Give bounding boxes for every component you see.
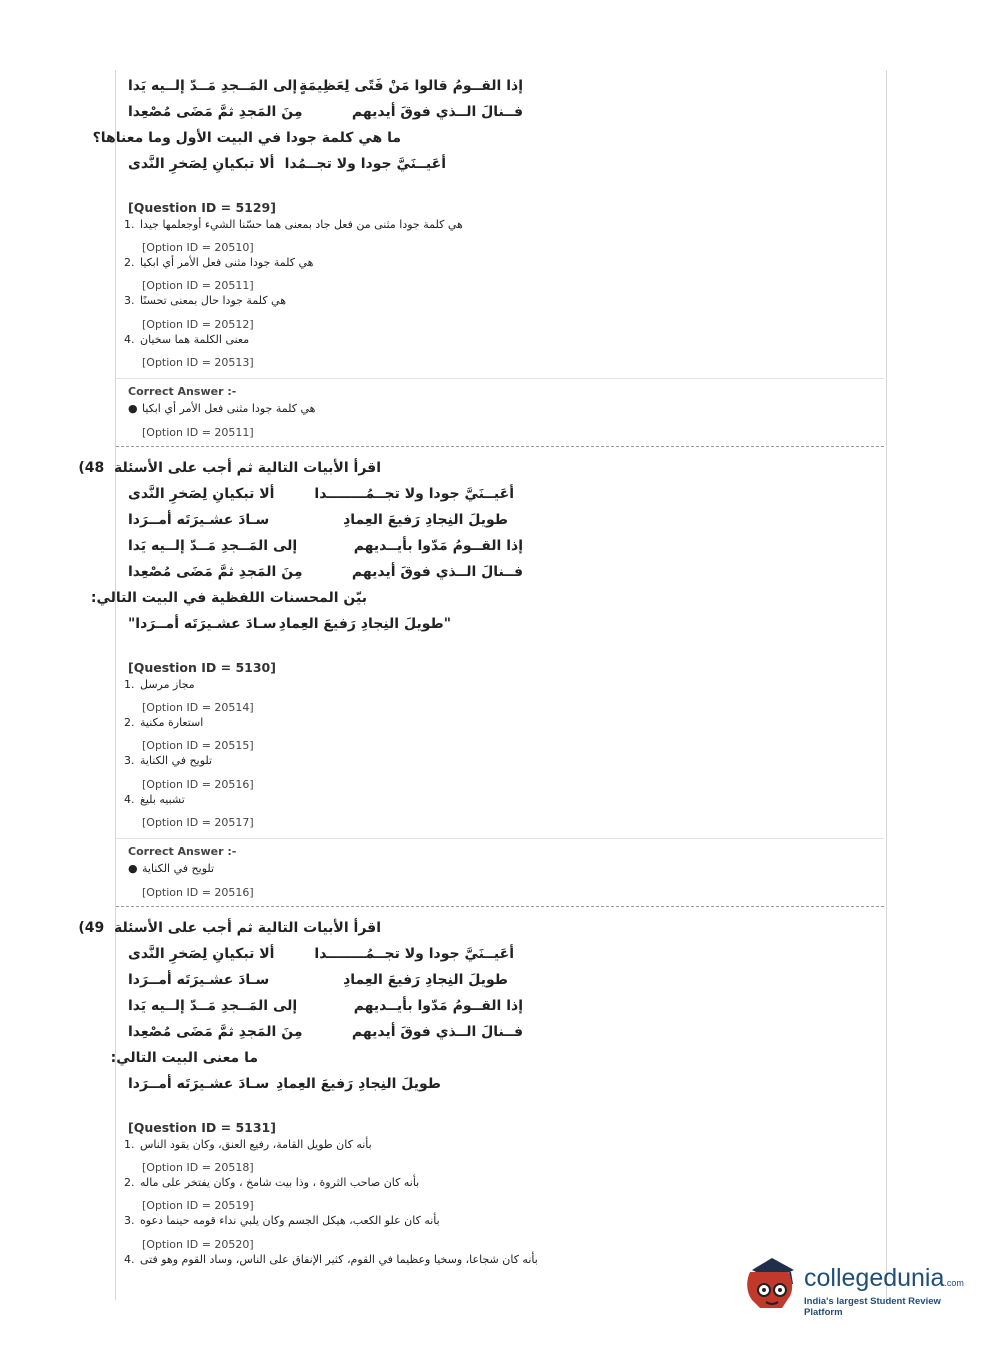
option-id: [Option ID = 20517]: [142, 816, 254, 829]
option-text: بأنه كان طويل القامة، رفيع العنق، وكان يقود الناس: [140, 1138, 372, 1151]
verse-first-hemistich: فــنالَ الــذي فوقَ أيديهم: [351, 564, 523, 580]
option-number: 1.: [124, 218, 135, 231]
question-id: [Question ID = 5131]: [128, 1120, 276, 1135]
question-number: 48): [78, 460, 105, 476]
option-row: [124, 1253, 538, 1266]
bullet-icon: ●: [128, 402, 138, 415]
question-id: [Question ID = 5129]: [128, 200, 276, 215]
verse-line: [128, 512, 508, 534]
verse-first-hemistich: أعَيــنَيَّ جودا ولا تجــمُــــــــدا: [314, 486, 514, 502]
option-row: [124, 218, 463, 231]
option-text: هي كلمة جودا حال بمعنى تحسنًا: [140, 294, 287, 307]
verse-second-hemistich: مِنَ المَجدِ ثمَّ مَضَى مُصْعِدا: [128, 564, 303, 580]
option-id: [Option ID = 20515]: [142, 739, 254, 752]
option-id: [Option ID = 20518]: [142, 1161, 254, 1174]
verse-line: [128, 486, 514, 508]
collegedunia-logo[interactable]: [742, 1250, 972, 1320]
question-text: ما هي كلمة جودا في البيت الأول وما معناها؟: [92, 130, 401, 146]
verse-first-hemistich: إذا القــومُ مَدّوا بأيــديهم: [353, 998, 523, 1014]
logo-domain-suffix: .com: [944, 1278, 964, 1288]
option-number: 4.: [124, 793, 135, 806]
correct-answer-text: تلويح في الكناية: [142, 862, 215, 875]
option-row: [124, 333, 249, 346]
verse-first-hemistich: طويلَ النِجادِ رَفيعَ العِمادِ: [343, 972, 508, 988]
verse-line: [128, 104, 523, 126]
verse-line: [128, 998, 523, 1020]
verse-second-hemistich: سـادَ عشـيرَتَه أمــرَدا: [128, 972, 270, 988]
option-id: [Option ID = 20520]: [142, 1238, 254, 1251]
option-text: بأنه كان علو الكعب، هيكل الجسم وكان يلبي نداء قومه حينما دعوه: [140, 1214, 440, 1227]
verse-first-hemistich: إذا القــومُ قالوا مَنْ فَتًى لِعَظِيمَةٍ: [299, 78, 523, 94]
correct-option-id: [Option ID = 20516]: [142, 886, 254, 899]
verse-first-hemistich: "طويلَ النِجادِ رَفيعَ العِمادِ: [278, 616, 451, 632]
option-id: [Option ID = 20510]: [142, 241, 254, 254]
correct-answer-text: هي كلمة جودا مثنى فعل الأمر أي ابكيا: [142, 402, 316, 415]
option-number: 2.: [124, 716, 135, 729]
question-id: [Question ID = 5130]: [128, 660, 276, 675]
verse-line: [128, 972, 508, 994]
verse-second-hemistich: مِنَ المَجدِ ثمَّ مَضَى مُصْعِدا: [128, 104, 303, 120]
verse-first-hemistich: فــنالَ الــذي فوقَ أيديهم: [351, 104, 523, 120]
correct-answer: [128, 402, 315, 415]
verse-second-hemistich: ألا تبكيانِ لِصَخرِ النَّدى: [128, 946, 275, 962]
option-text: تشبيه بليغ: [140, 793, 185, 806]
option-text: استعارة مكنية: [140, 716, 204, 729]
option-row: [124, 678, 195, 691]
option-row: [124, 793, 185, 806]
verse-first-hemistich: أعَيــنَيَّ جودا ولا تجــمُــــــــدا: [314, 946, 514, 962]
option-text: معنى الكلمة هما سخيان: [140, 333, 250, 346]
option-number: 3.: [124, 1214, 135, 1227]
option-number: 4.: [124, 333, 135, 346]
option-id: [Option ID = 20514]: [142, 701, 254, 714]
option-row: [124, 754, 212, 767]
option-row: [124, 256, 313, 269]
option-text: بأنه كان صاحب الثروة ، وذا بيت شامخ ، وكان يفتخر على ماله: [140, 1176, 420, 1189]
verse-second-hemistich: سـادَ عشـيرَتَه أمــرَدا: [128, 512, 270, 528]
logo-tagline: India's largest Student Review Platform: [804, 1296, 941, 1318]
page-frame: [115, 70, 887, 1300]
correct-answer-label: Correct Answer :-: [128, 385, 237, 398]
option-id: [Option ID = 20512]: [142, 318, 254, 331]
option-id: [Option ID = 20519]: [142, 1199, 254, 1212]
bullet-icon: ●: [128, 862, 138, 875]
verse-first-hemistich: أعَيــنَيَّ جودا ولا تجــمُدا: [284, 156, 446, 172]
verse-line: [128, 946, 514, 968]
verse-line: [128, 1076, 441, 1098]
option-row: [124, 1176, 419, 1189]
option-text: هي كلمة جودا مثنى من فعل جاد بمعنى هما حسّنا الشيء أوجعلمها جيدا: [140, 218, 463, 231]
option-number: 2.: [124, 256, 135, 269]
option-number: 4.: [124, 1253, 135, 1266]
verse-first-hemistich: فــنالَ الــذي فوقَ أيديهم: [351, 1024, 523, 1040]
option-row: [124, 1138, 372, 1151]
option-text: هي كلمة جودا مثنى فعل الأمر أي ابكيا: [140, 256, 314, 269]
option-number: 1.: [124, 1138, 135, 1151]
verse-second-hemistich: سـادَ عشـيرَتَه أمــرَدا: [128, 1076, 270, 1092]
verse-line: [128, 564, 523, 586]
mascot-icon: [742, 1250, 802, 1316]
option-id: [Option ID = 20516]: [142, 778, 254, 791]
verse-first-hemistich: طويلَ النِجادِ رَفيعَ العِمادِ: [276, 1076, 441, 1092]
option-number: 2.: [124, 1176, 135, 1189]
verse-second-hemistich: مِنَ المَجدِ ثمَّ مَضَى مُصْعِدا: [128, 1024, 303, 1040]
option-number: 3.: [124, 294, 135, 307]
verse-second-hemistich: إلى المَــجدِ مَــدّ إلــيه يَدا: [128, 78, 298, 94]
verse-line: [128, 538, 523, 560]
verse-line: [128, 78, 523, 100]
option-text: بأنه كان شجاعا، وسخيا وعظيما في القوم، كثير الإنفاق على الناس، وساد القوم وهو فتى: [140, 1253, 538, 1266]
verse-second-hemistich: إلى المَــجدِ مَــدّ إلــيه يَدا: [128, 538, 298, 554]
verse-line: [128, 156, 446, 178]
option-id: [Option ID = 20513]: [142, 356, 254, 369]
question-divider: [116, 446, 884, 447]
correct-option-id: [Option ID = 20511]: [142, 426, 254, 439]
option-row: [124, 294, 286, 307]
verse-second-hemistich: سـادَ عشـيرَتَه أمــرَدا": [128, 616, 277, 632]
question-header: اقرأ الأبيات التالية ثم أجب على الأسئلة 48): [78, 460, 381, 476]
option-row: [124, 1214, 440, 1227]
correct-answer: [128, 862, 214, 875]
verse-first-hemistich: طويلَ النِجادِ رَفيعَ العِمادِ: [343, 512, 508, 528]
question-text: ما معنى البيت التالي:: [110, 1050, 258, 1066]
option-text: تلويح في الكناية: [140, 754, 213, 767]
verse-second-hemistich: إلى المَــجدِ مَــدّ إلــيه يَدا: [128, 998, 298, 1014]
option-id: [Option ID = 20511]: [142, 279, 254, 292]
option-number: 1.: [124, 678, 135, 691]
option-row: [124, 716, 203, 729]
option-text: مجاز مرسل: [140, 678, 195, 691]
question-text: بيّن المحسنات اللفظية في البيت التالي:: [90, 590, 367, 606]
verse-line: [128, 616, 451, 638]
verse-line: [128, 1024, 523, 1046]
verse-second-hemistich: ألا تبكيانِ لِصَخرِ النَّدى: [128, 156, 275, 172]
verse-second-hemistich: ألا تبكيانِ لِصَخرِ النَّدى: [128, 486, 275, 502]
logo-brand-text: collegedunia.com: [804, 1264, 964, 1292]
question-divider: [116, 906, 884, 907]
verse-first-hemistich: إذا القــومُ مَدّوا بأيــديهم: [353, 538, 523, 554]
question-number: 49): [78, 920, 105, 936]
option-number: 3.: [124, 754, 135, 767]
correct-answer-label: Correct Answer :-: [128, 845, 237, 858]
section-divider: [116, 378, 884, 379]
question-header: اقرأ الأبيات التالية ثم أجب على الأسئلة 49): [78, 920, 381, 936]
section-divider: [116, 838, 884, 839]
